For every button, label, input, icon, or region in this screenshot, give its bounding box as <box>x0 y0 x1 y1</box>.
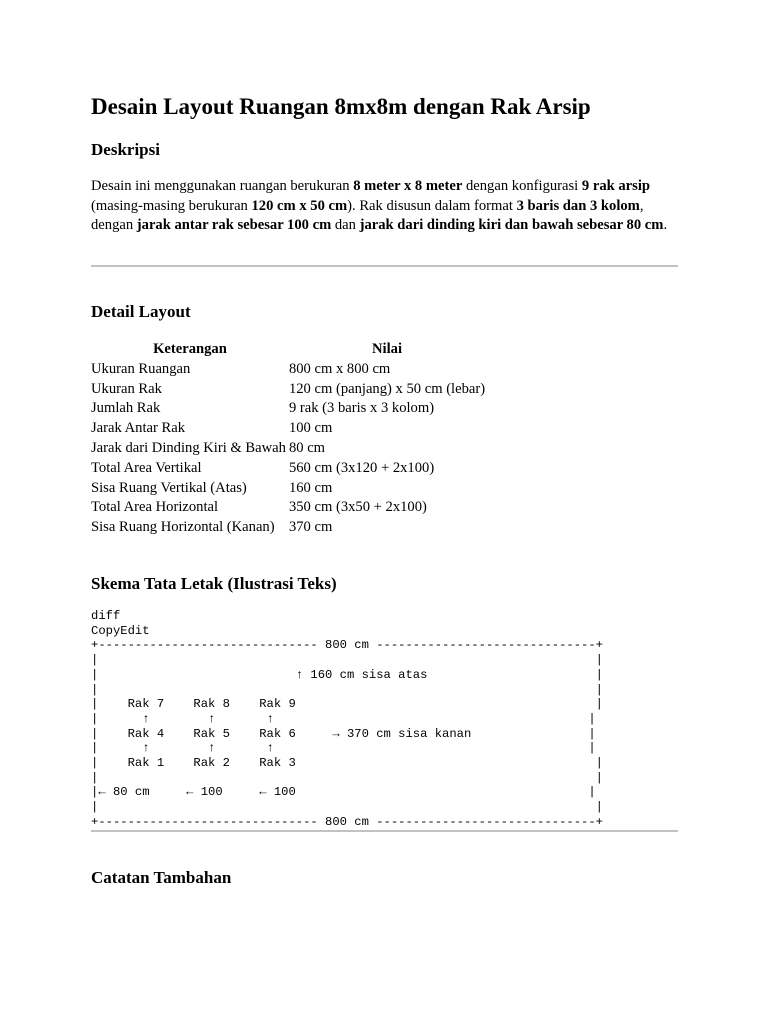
page-title: Desain Layout Ruangan 8mx8m dengan Rak Arsip <box>91 94 591 119</box>
divider <box>91 830 678 832</box>
table-cell-nilai: 100 cm <box>288 420 333 437</box>
table-cell-keterangan: Sisa Ruang Horizontal (Kanan) <box>91 519 275 536</box>
scheme-line-arrows: | ↑ ↑ ↑ | <box>91 741 596 756</box>
table-cell-keterangan: Total Area Horizontal <box>91 499 219 516</box>
table-row <box>91 419 485 439</box>
intro-text-6: dan <box>331 217 360 234</box>
table-cell-keterangan: Total Area Vertikal <box>91 459 202 476</box>
table-cell-keterangan: Ukuran Rak <box>91 380 162 397</box>
column-header-keterangan: Keterangan <box>153 341 227 357</box>
table-row <box>91 399 485 419</box>
scheme-line-row-3: | Rak 7 Rak 8 Rak 9 | <box>91 697 603 712</box>
table-cell-nilai: 560 cm (3x120 + 2x100) <box>288 459 435 476</box>
table-header-row <box>91 340 485 360</box>
table-row <box>91 380 485 400</box>
table-row <box>91 360 485 380</box>
scheme-line-arrows: | ↑ ↑ ↑ | <box>91 711 596 726</box>
intro-bold-rack-spacing: jarak antar rak sebesar 100 cm <box>136 217 332 234</box>
section-heading-deskripsi: Deskripsi <box>91 140 160 159</box>
detail-table <box>91 340 485 538</box>
table-cell-nilai: 350 cm (3x50 + 2x100) <box>288 499 427 516</box>
intro-text-4: ). Rak disusun dalam format <box>347 197 517 214</box>
scheme-bottom-border: +------------------------------ 800 cm ------------------------------+ <box>91 814 603 829</box>
scheme-line-spacing: |← 80 cm ← 100 ← 100 | <box>91 785 596 800</box>
code-language-label: diff <box>91 609 121 623</box>
intro-paragraph <box>91 177 678 236</box>
table-row <box>91 498 485 518</box>
scheme-line: | | <box>91 770 603 785</box>
table-cell-nilai: 160 cm <box>288 479 333 496</box>
table-cell-nilai: 9 rak (3 baris x 3 kolom) <box>288 400 435 417</box>
intro-bold-rack-size: 120 cm x 50 cm <box>251 197 348 214</box>
section-heading-catatan: Catatan Tambahan <box>91 868 232 887</box>
intro-text-1: Desain ini menggunakan ruangan berukuran <box>91 178 354 194</box>
section-heading-detail: Detail Layout <box>91 302 191 321</box>
table-cell-keterangan: Sisa Ruang Vertikal (Atas) <box>91 479 247 496</box>
scheme-line: | | <box>91 800 603 815</box>
table-cell-nilai: 370 cm <box>288 519 333 536</box>
table-cell-nilai: 800 cm x 800 cm <box>288 360 391 377</box>
table-row <box>91 479 485 499</box>
intro-bold-room-size: 8 meter x 8 meter <box>353 178 463 194</box>
table-cell-keterangan: Jarak dari Dinding Kiri & Bawah <box>91 439 286 456</box>
table-row <box>91 439 485 459</box>
intro-text-7: . <box>663 217 668 234</box>
intro-text-5: , dengan <box>91 197 644 234</box>
divider <box>91 265 678 267</box>
table-cell-keterangan: Ukuran Ruangan <box>91 360 191 377</box>
intro-bold-rack-count: 9 rak arsip <box>581 178 650 194</box>
copy-edit-label[interactable]: CopyEdit <box>91 623 150 638</box>
scheme-top-border: +------------------------------ 800 cm ------------------------------+ <box>91 638 603 653</box>
table-cell-nilai: 120 cm (panjang) x 50 cm (lebar) <box>288 380 486 397</box>
table-row <box>91 459 485 479</box>
scheme-line: | | <box>91 653 603 668</box>
table-cell-nilai: 80 cm <box>288 439 326 456</box>
intro-text-3: (masing-masing berukuran <box>91 197 252 214</box>
table-cell-keterangan: Jarak Antar Rak <box>91 420 186 437</box>
column-header-nilai: Nilai <box>372 341 403 357</box>
scheme-line-row-2: | Rak 4 Rak 5 Rak 6 → 370 cm sisa kanan | <box>91 726 596 741</box>
table-row <box>91 518 485 538</box>
table-cell-keterangan: Jumlah Rak <box>91 400 161 417</box>
scheme-line-row-1: | Rak 1 Rak 2 Rak 3 | <box>91 756 603 771</box>
scheme-line: | | <box>91 682 603 697</box>
intro-bold-wall-distance: jarak dari dinding kiri dan bawah sebesar 80 cm <box>359 217 664 234</box>
intro-bold-grid-format: 3 baris dan 3 kolom <box>516 197 640 214</box>
layout-scheme-code-block <box>91 609 603 830</box>
scheme-line-top-space: | ↑ 160 cm sisa atas | <box>91 667 603 682</box>
intro-text-2: dengan konfigurasi <box>462 178 582 194</box>
section-heading-skema: Skema Tata Letak (Ilustrasi Teks) <box>91 574 337 593</box>
